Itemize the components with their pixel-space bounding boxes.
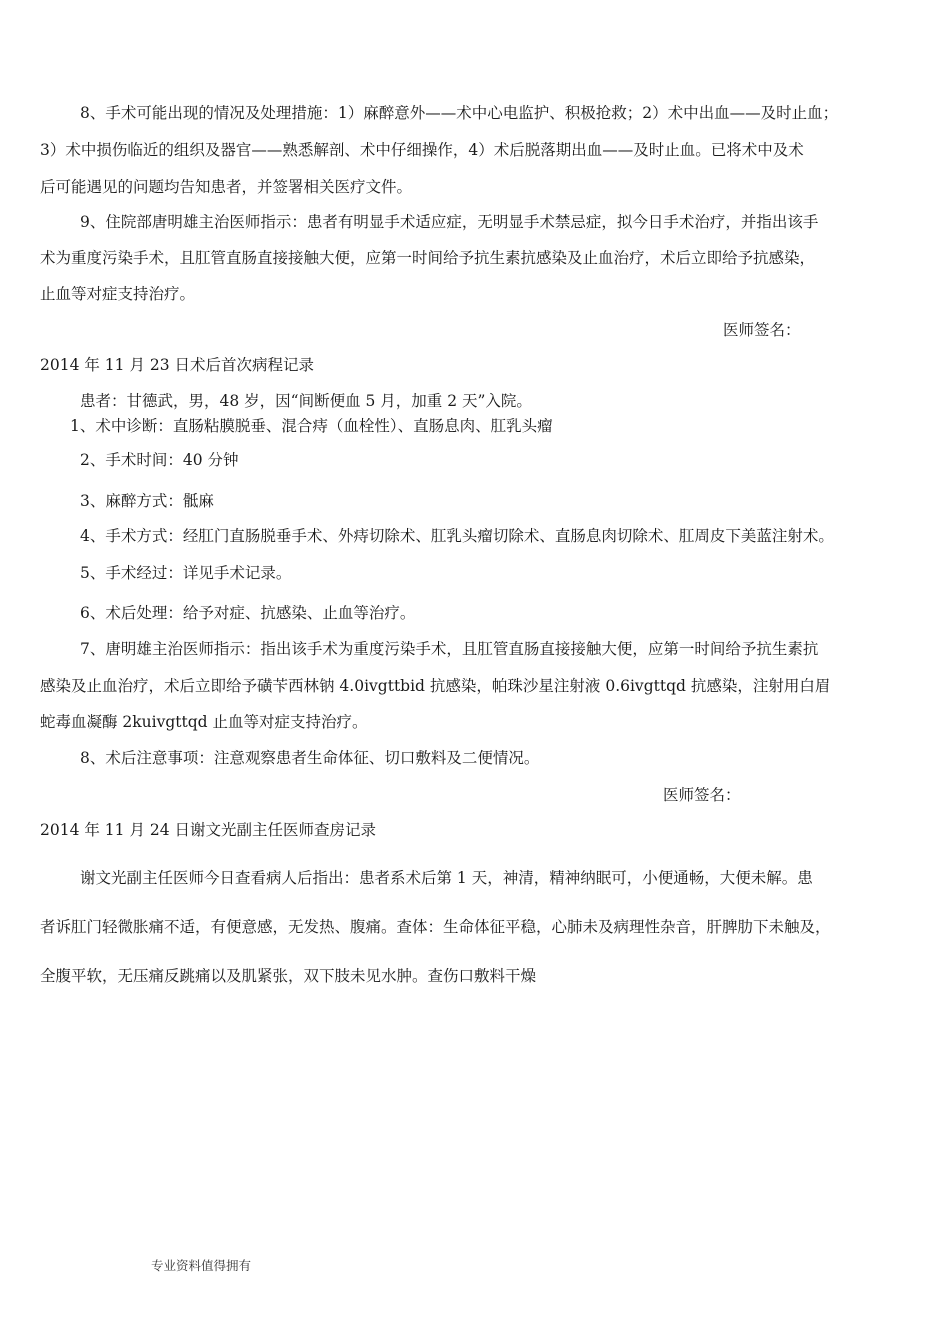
- ward-round-line2: 者诉肛门轻微胀痛不适，有便意感，无发热、腹痛。查体：生命体征平稳，心肺未及病理性杂音，肝脾肋下未触及，: [40, 918, 831, 936]
- section-heading-postop: 2014 年 11 月 23 日术后首次病程记录: [40, 356, 315, 374]
- postop-item-5: 5、手术经过：详见手术记录。: [80, 564, 292, 582]
- preop-item9-line1: 9、住院部唐明雄主治医师指示：患者有明显手术适应症，无明显手术禁忌症，拟今日手术治疗，并指出该手: [80, 213, 819, 231]
- postop-item-4: 4、手术方式：经肛门直肠脱垂手术、外痔切除术、肛乳头瘤切除术、直肠息肉切除术、肛周皮下美蓝注射术。: [80, 527, 834, 545]
- ward-round-line1: 谢文光副主任医师今日查看病人后指出：患者系术后第 1 天，神清，精神纳眠可，小便通畅，大便未解。患: [80, 869, 813, 887]
- postop-item-2: 2、手术时间：40 分钟: [80, 451, 239, 469]
- preop-item8-line2: 3）术中损伤临近的组织及器官——熟悉解剖、术中仔细操作，4）术后脱落期出血——及时止血。已将术中及术: [40, 141, 804, 159]
- doctor-signature-label: 医师签名：: [723, 321, 801, 339]
- preop-item9-line3: 止血等对症支持治疗。: [40, 285, 196, 303]
- postop-item-6: 6、术后处理：给予对症、抗感染、止血等治疗。: [80, 604, 416, 622]
- postop-item-1: 1、术中诊断：直肠粘膜脱垂、混合痔（血栓性）、直肠息肉、肛乳头瘤: [70, 417, 553, 435]
- preop-item8-line3: 后可能遇见的问题均告知患者，并签署相关医疗文件。: [40, 178, 413, 196]
- ward-round-line3: 全腹平软，无压痛反跳痛以及肌紧张，双下肢未见水肿。查伤口敷料干燥: [40, 967, 537, 985]
- preop-item8-line1: 8、手术可能出现的情况及处理措施：1）麻醉意外——术中心电监护、积极抢救；2）术中出血——及时止血；: [80, 104, 839, 122]
- postop-item7-line1: 7、唐明雄主治医师指示：指出该手术为重度污染手术，且肛管直肠直接接触大便，应第一时间给予抗生素抗: [80, 640, 819, 658]
- patient-info: 患者：甘德武，男，48 岁，因“间断便血 5 月，加重 2 天”入院。: [80, 392, 532, 410]
- postop-item7-line2: 感染及止血治疗，术后立即给予磺苄西林钠 4.0ivgttbid 抗感染，帕珠沙星注射液 0.6ivgttqd 抗感染，注射用白眉: [40, 677, 831, 695]
- section-heading-ward-round: 2014 年 11 月 24 日谢文光副主任医师查房记录: [40, 821, 377, 839]
- preop-item9-line2: 术为重度污染手术，且肛管直肠直接接触大便，应第一时间给予抗生素抗感染及止血治疗，术后立即给予抗感染，: [40, 249, 816, 267]
- page-footer: 专业资料值得拥有: [151, 1258, 252, 1273]
- postop-item7-line3: 蛇毒血凝酶 2kuivgttqd 止血等对症支持治疗。: [40, 713, 368, 731]
- doctor-signature-label: 医师签名：: [663, 786, 741, 804]
- postop-item-3: 3、麻醉方式：骶麻: [80, 492, 214, 510]
- postop-item-8: 8、术后注意事项：注意观察患者生命体征、切口敷料及二便情况。: [80, 749, 540, 767]
